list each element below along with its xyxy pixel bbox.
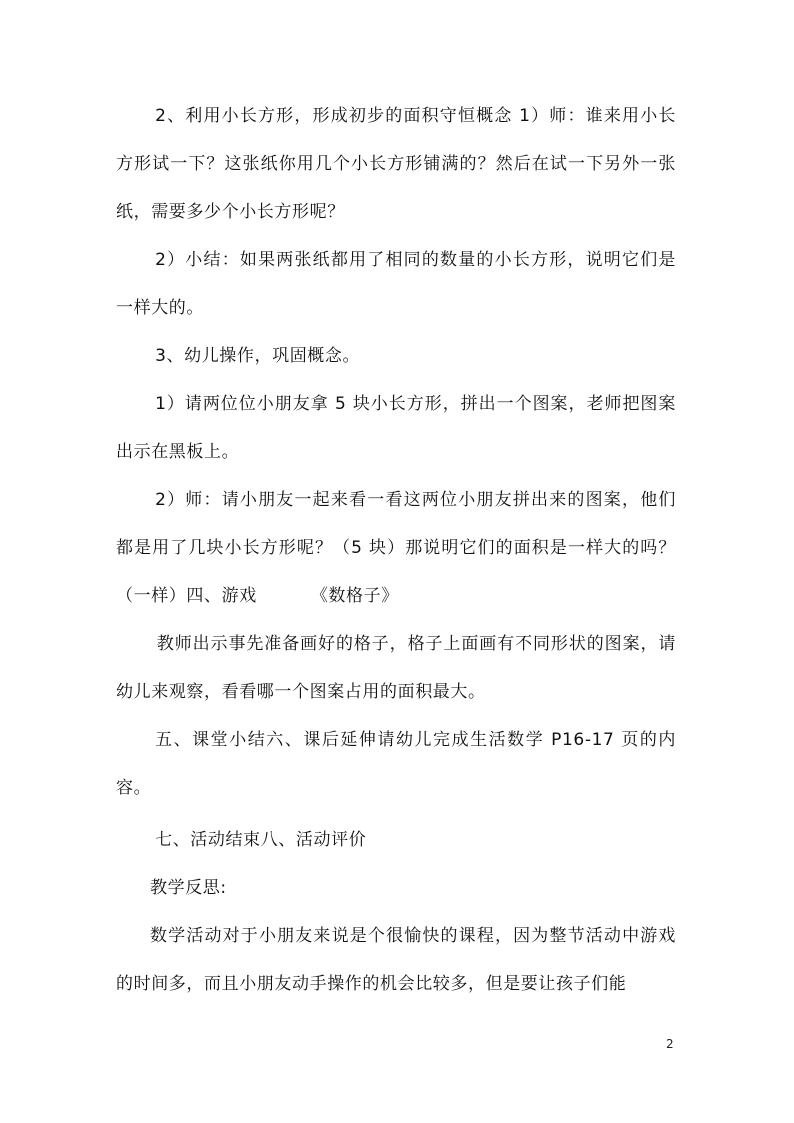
paragraph-area-conservation: 2、利用小长方形，形成初步的面积守恒概念 1）师：谁来用小长方形试一下？这张纸你用几个小长方形铺满的？然后在试一下另外一张纸，需要多少个小长方形呢？: [116, 106, 676, 222]
page-number: 2: [666, 1037, 674, 1051]
paragraph-activity-end: 七、活动结束八、活动评价: [155, 830, 367, 850]
paragraph-reflection: 数学活动对于小朋友来说是个很愉快的课程，因为整节活动中游戏的时间多，而且小朋友动手操作的机会比较多，但是要让孩子们能: [116, 926, 676, 994]
heading-teaching-reflection: 教学反思:: [150, 878, 227, 898]
paragraph-child-operation: 3、幼儿操作，巩固概念。: [155, 346, 361, 366]
paragraph-grid-game: 教师出示事先准备画好的格子，格子上面画有不同形状的图案，请幼儿来观察，看看哪一个图案占用的面积最大。: [116, 634, 676, 702]
paragraph-two-children-pattern: 1）请两位位小朋友拿 5 块小长方形，拼出一个图案，老师把图案出示在黑板上。: [116, 394, 676, 462]
paragraph-teacher-question: [116, 476, 676, 620]
paragraph-class-summary: 五、课堂小结六、课后延伸请幼儿完成生活数学 P16-17 页的内容。: [116, 730, 676, 798]
paragraph-summary: 2）小结：如果两张纸都用了相同的数量的小长方形，说明它们是一样大的。: [116, 250, 676, 318]
document-body: [116, 92, 676, 1008]
teacher-question-text: 2）师：请小朋友一起来看一看这两位小朋友拼出来的图案，他们都是用了几块小长方形呢？（5 块）那说明它们的面积是一样大的吗？（一样）四、游戏: [116, 490, 676, 606]
game-title: 《数格子》: [310, 586, 399, 606]
